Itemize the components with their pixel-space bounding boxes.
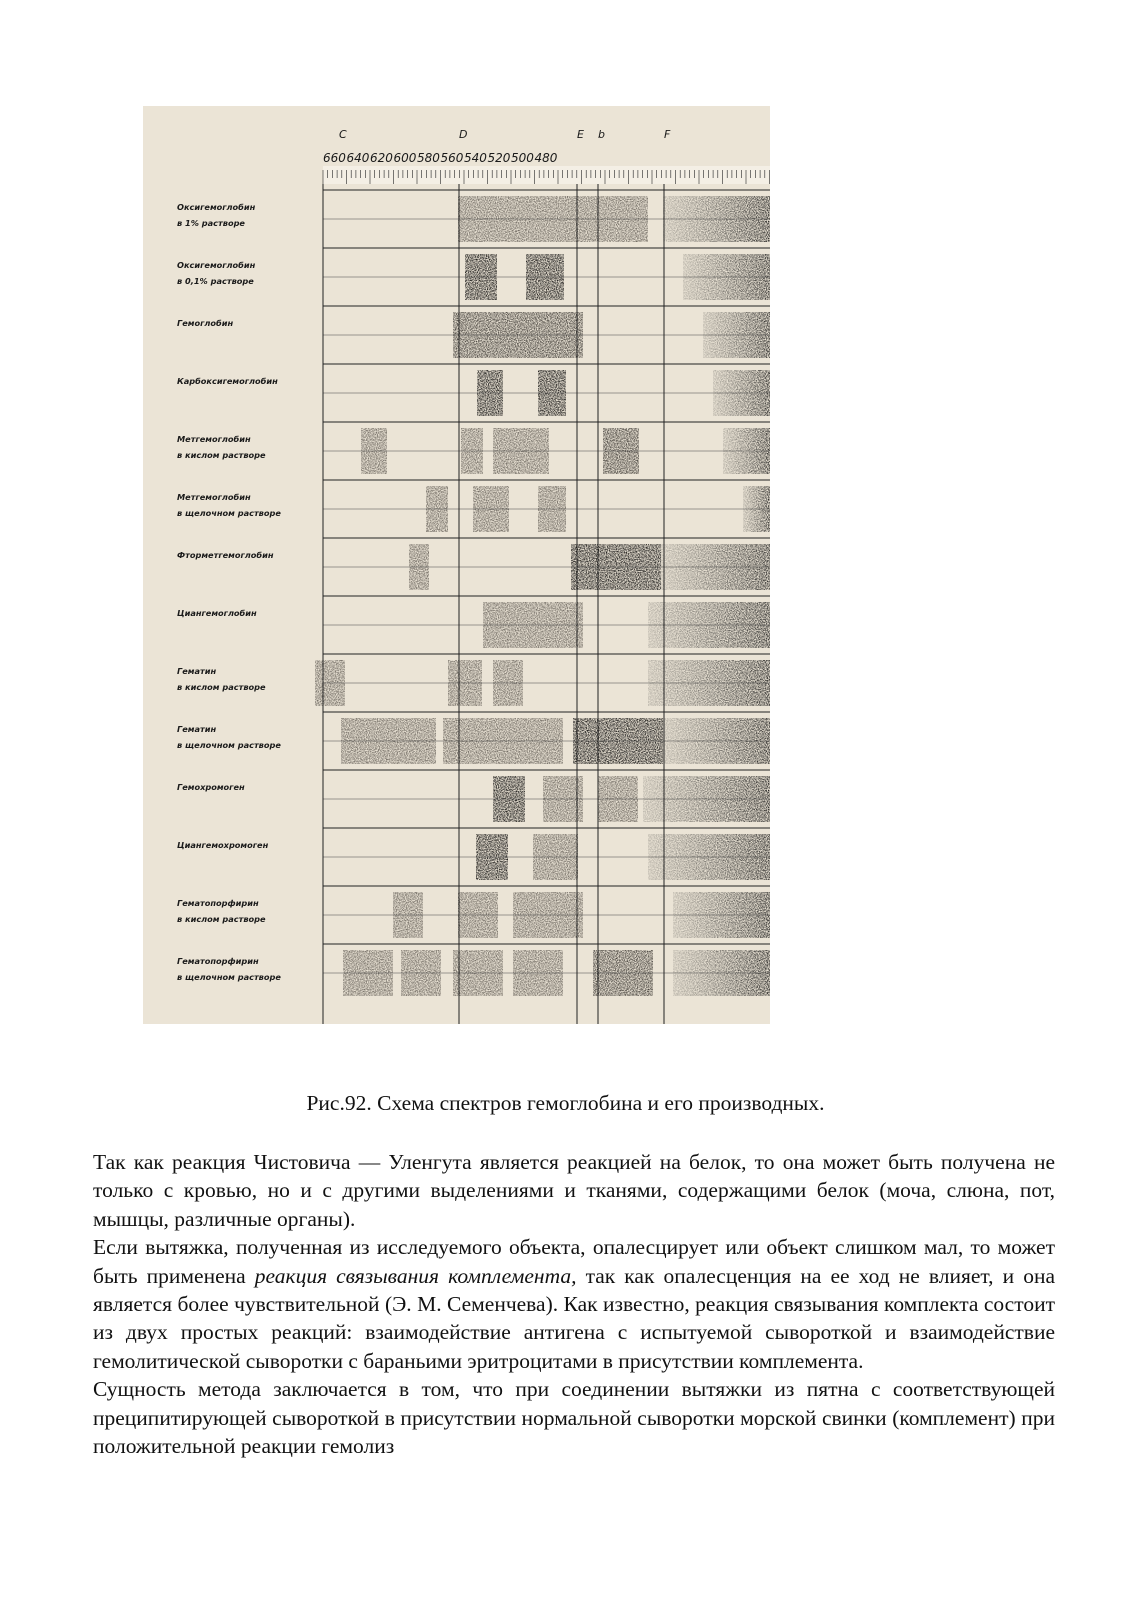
row-label-secondary: в 1% растворе	[177, 218, 245, 228]
row-label-primary: Циангемоглобин	[177, 608, 257, 618]
fraunhofer-line-label: b	[598, 128, 605, 141]
figure-caption: Рис.92. Схема спектров гемоглобина и его производных.	[306, 1091, 825, 1115]
row-label-primary: Метгемоглобин	[177, 492, 251, 502]
row-label-primary: Оксигемоглобин	[177, 202, 256, 212]
scale-tick-label: 580	[417, 151, 440, 165]
row-label-secondary: в щелочном растворе	[177, 972, 281, 982]
fraunhofer-line-label: E	[577, 128, 584, 141]
row-label-primary: Оксигемоглобин	[177, 260, 256, 270]
row-label-primary: Метгемоглобин	[177, 434, 251, 444]
fraunhofer-line-label: D	[459, 128, 468, 141]
scale-tick-label: 520	[487, 151, 511, 165]
row-label-secondary: в 0,1% растворе	[177, 276, 254, 286]
row-label-primary: Циангемохромоген	[177, 840, 269, 850]
body-text	[93, 1148, 1055, 1460]
row-label-secondary: в кислом растворе	[177, 682, 266, 692]
emphasis-term: реакция связывания комплемента,	[254, 1263, 577, 1288]
scale-tick-label: 480	[534, 151, 558, 165]
spectra-chart	[143, 106, 770, 1024]
scale-tick-label: 540	[464, 151, 487, 165]
scale-tick-label: 560	[440, 151, 464, 165]
fraunhofer-line-label: C	[339, 128, 347, 141]
row-label-primary: Карбоксигемоглобин	[177, 376, 278, 386]
scale-ruler	[323, 166, 770, 184]
scale-tick-label: 500	[511, 151, 534, 165]
row-label-secondary: в щелочном растворе	[177, 740, 281, 750]
fraunhofer-line-label: F	[664, 128, 671, 141]
row-label-secondary: в кислом растворе	[177, 450, 266, 460]
scale-tick-label: 600	[393, 151, 417, 165]
spectra-figure	[143, 106, 770, 1024]
paragraph-1: Так как реакция Чистовича — Уленгута является реакцией на белок, то она может быть получена не только с кровью, но и с другими выделениями и тканями, содержащими белок (моча, слюна, пот, мышцы, различные органы).	[93, 1150, 1055, 1231]
row-label-secondary: в щелочном растворе	[177, 508, 281, 518]
row-label-primary: Гематопорфирин	[177, 956, 259, 966]
row-label-primary: Гематопорфирин	[177, 898, 259, 908]
row-label-primary: Гематин	[177, 666, 217, 676]
row-label-primary: Фторметгемоглобин	[177, 550, 274, 560]
scale-tick-label: 640	[346, 151, 370, 165]
row-label-secondary: в кислом растворе	[177, 914, 266, 924]
row-label-primary: Гемохромоген	[177, 782, 245, 792]
scale-tick-label: 620	[370, 151, 393, 165]
scale-tick-label: 660	[323, 151, 346, 165]
paragraph-2: Если вытяжка, полученная из исследуемого объекта, опалесцирует или объект слишком мал, то может быть применена реакция связывания комплемента, так как опалесценция на ее ход не влияет, и она является более чувствительной (Э. М. Семенчева). Как известно, реакция связывания комплекта состоит из двух простых реакций: взаимодействие антигена с испытуемой сывороткой и взаимодействие гемолитической сыворотки с бараньими эритроцитами в присутствии комплемента.	[93, 1235, 1055, 1373]
row-label-primary: Гемоглобин	[177, 318, 234, 328]
paragraph-3: Сущность метода заключается в том, что при соединении вытяжки из пятна с соответствующей преципитирующей сывороткой в присутствии нормальной сыворотки морской свинки (комплемент) при положительной реакции гемолиз	[93, 1377, 1055, 1459]
row-label-primary: Гематин	[177, 724, 217, 734]
